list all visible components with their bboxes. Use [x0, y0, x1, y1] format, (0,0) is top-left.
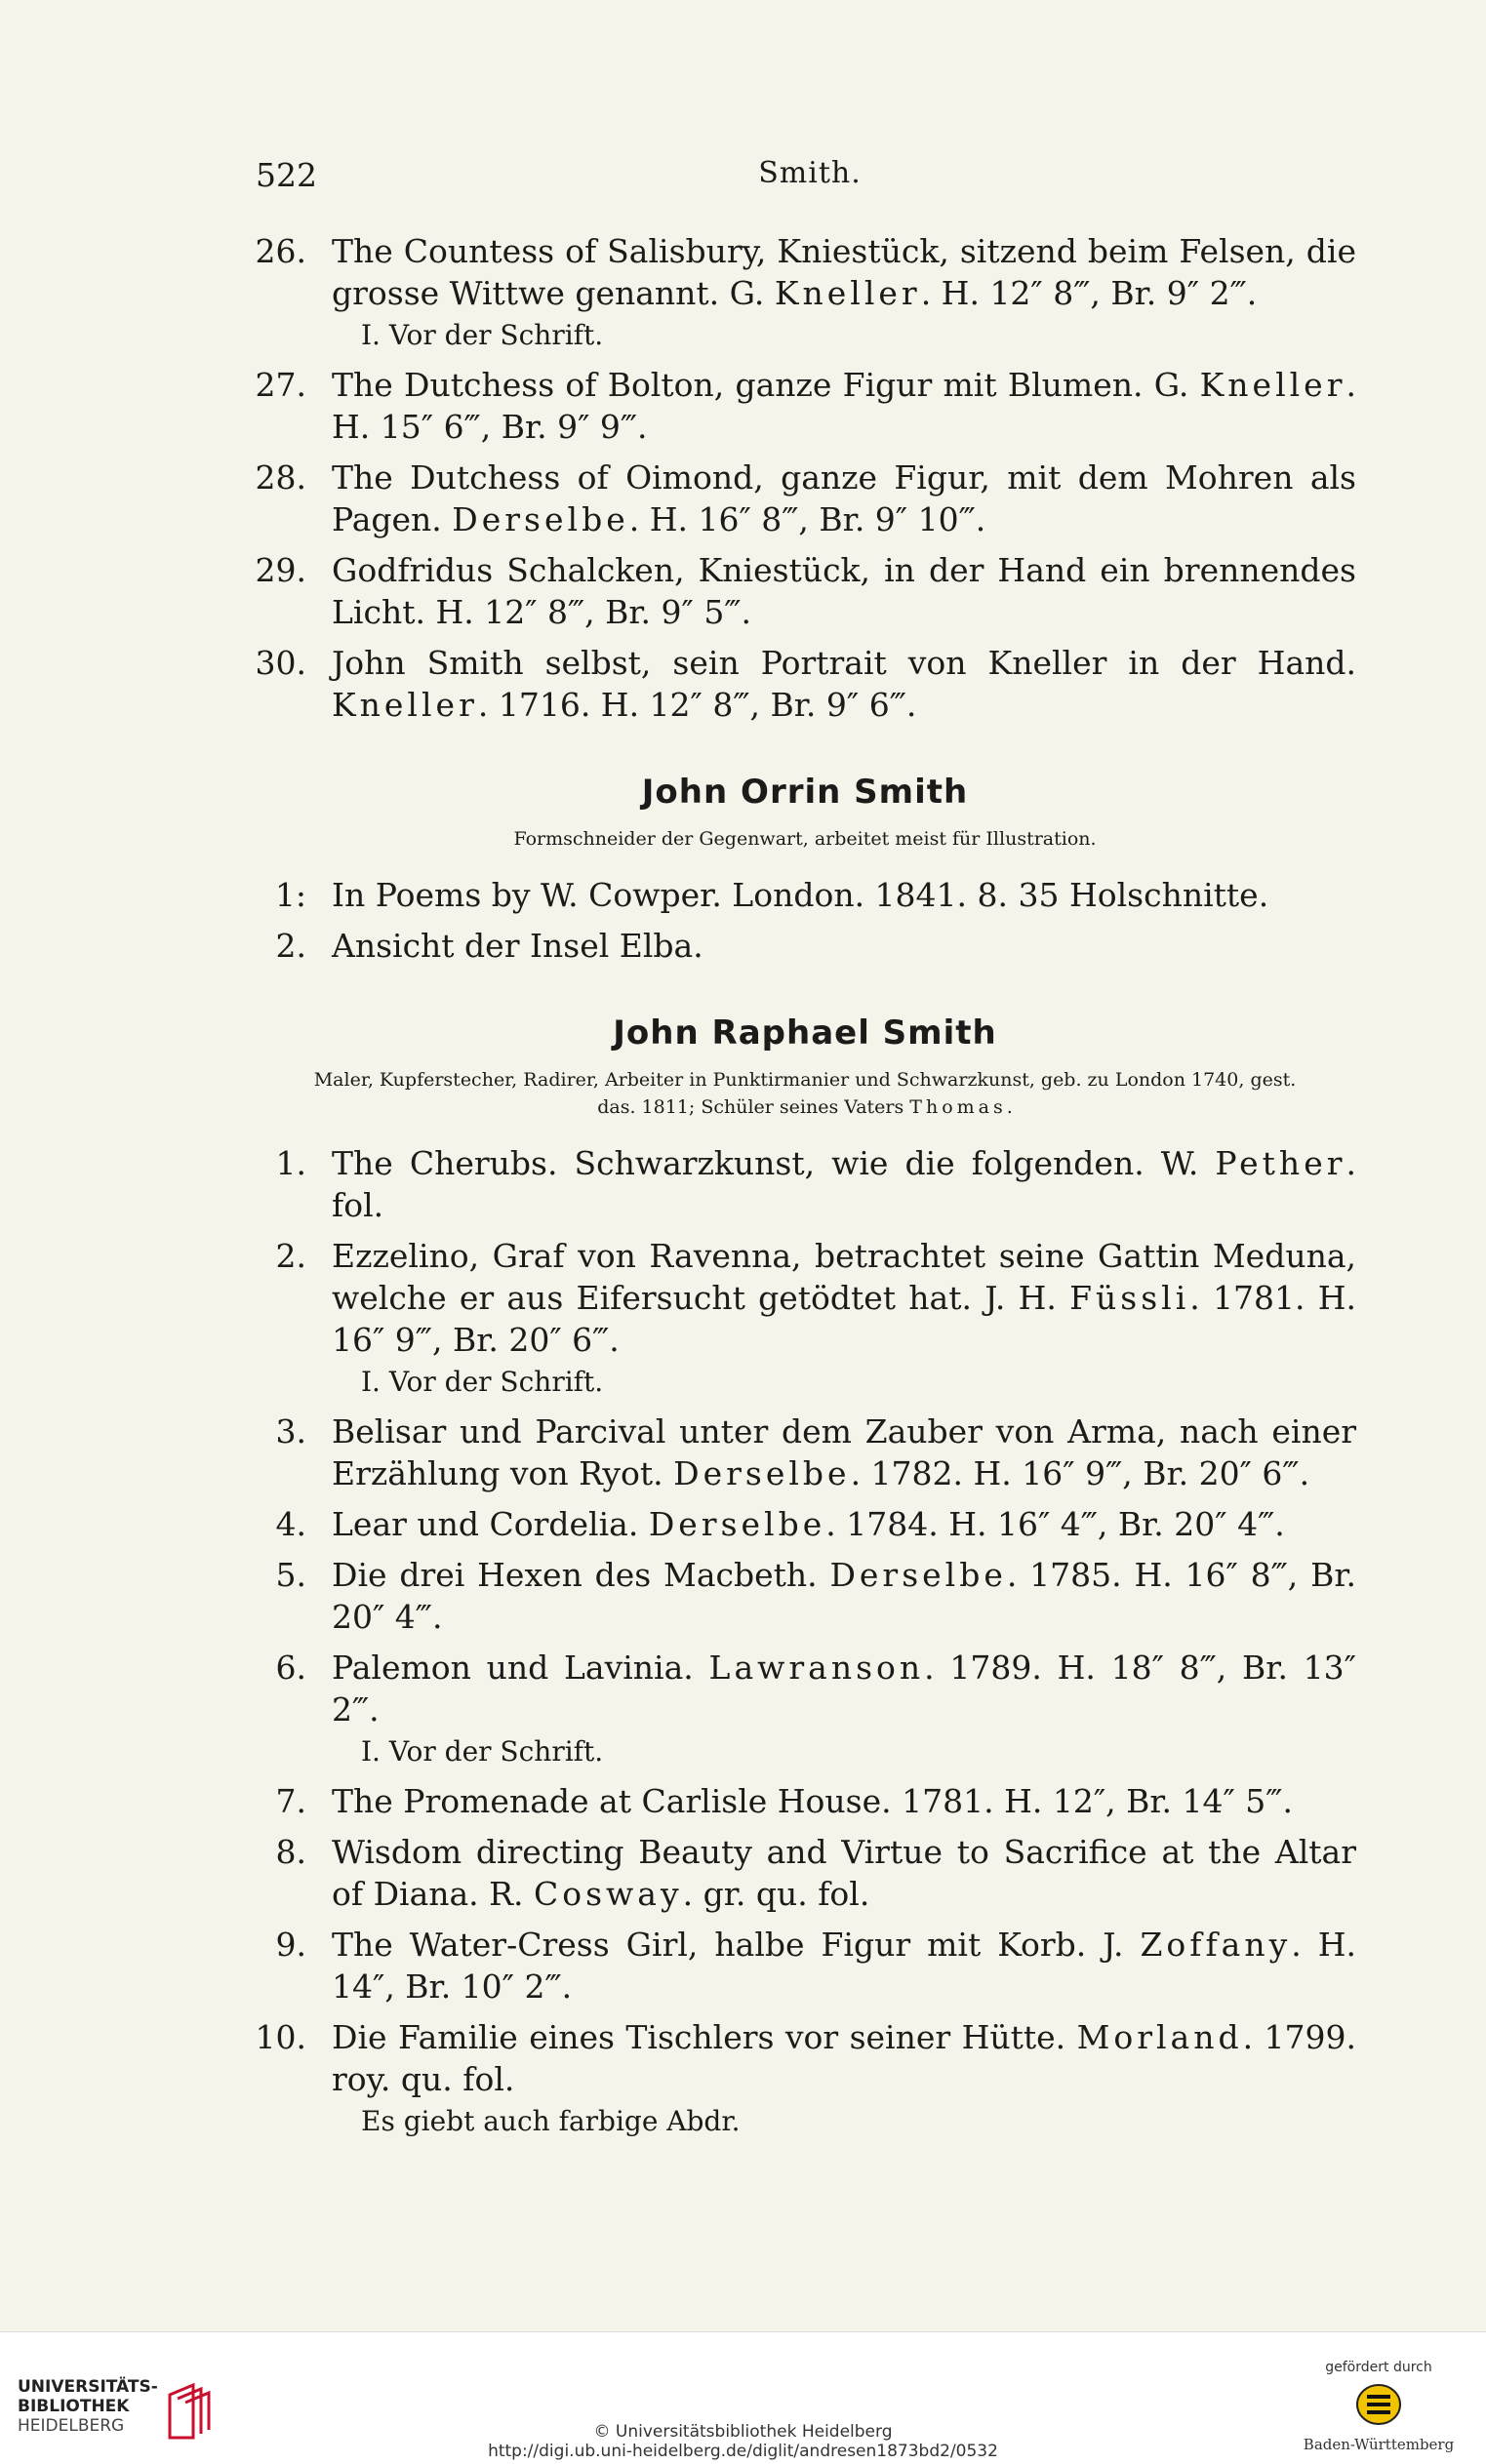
artist-ref: Morland — [1076, 2018, 1243, 2056]
footer-bar — [0, 2331, 1486, 2464]
page-content — [254, 230, 1356, 2150]
entry-text: . 1784. H. 16″ 4‴, Br. 20″ 4‴. — [825, 1505, 1285, 1543]
entries-john-raphael-smith — [254, 1142, 1356, 2141]
entry-note: Es giebt auch farbige Abdr. — [361, 2105, 741, 2137]
artist-heading-john-raphael-smith — [254, 1013, 1356, 1121]
catalog-entry — [254, 364, 1356, 448]
entry-text: Ezzelino, Graf von Ravenna, betrachtet seine Gattin Meduna, welche er aus Eifersucht getödtet hat. J. H. — [332, 1237, 1356, 1317]
entry-text: . gr. qu. fol. — [682, 1875, 870, 1913]
running-head — [0, 156, 1486, 205]
entry-text: Godfridus Schalcken, Kniestück, in der Hand ein brennendes Licht. H. 12″ 8‴, Br. 9″ 5‴. — [332, 551, 1356, 631]
artist-heading-john-orrin-smith — [254, 773, 1356, 853]
catalog-entry — [254, 1142, 1356, 1226]
artist-ref: Cosway — [534, 1875, 683, 1913]
artist-description: Formschneider der Gegenwart, arbeitet meist für Illustration. — [513, 828, 1097, 850]
entry-text: . fol. — [332, 1144, 1356, 1224]
artist-ref: Zoffany — [1140, 1926, 1292, 1964]
entry-text: The Water-Cress Girl, halbe Figur mit Korb. J. — [332, 1926, 1141, 1964]
page-number: 522 — [256, 156, 317, 194]
entry-text: . H. 15″ 6‴, Br. 9″ 9‴. — [332, 366, 1356, 446]
entry-number: 9. — [275, 1926, 306, 1964]
entry-note: I. Vor der Schrift. — [361, 1735, 604, 1768]
entry-text: Palemon und Lavinia. — [332, 1649, 709, 1687]
entry-text: . 1799. roy. qu. fol. — [332, 2018, 1356, 2098]
artist-ref: Pether — [1215, 1144, 1346, 1182]
permalink[interactable]: http://digi.ub.uni-heidelberg.de/diglit/andresen1873bd2/0532 — [488, 2442, 998, 2461]
catalog-entry — [254, 1235, 1356, 1402]
entry-text: Ansicht der Insel Elba. — [332, 927, 703, 965]
entry-number: 10. — [255, 2018, 306, 2056]
entry-text: Wisdom directing Beauty and Virtue to Sacrifice at the Altar of Diana. R. — [332, 1833, 1356, 1913]
entry-text: The Cherubs. Schwarzkunst, wie die folgenden. W. — [332, 1144, 1216, 1182]
entry-text: . 1781. H. 16″ 9‴, Br. 20″ 6‴. — [332, 1279, 1357, 1359]
entries-john-orrin-smith — [254, 874, 1356, 967]
entry-number: 26. — [255, 232, 306, 270]
entry-number: 1. — [275, 1144, 306, 1182]
entry-number: 6. — [275, 1649, 306, 1687]
entry-text: The Dutchess of Oimond, ganze Figur, mit dem Mohren als Pagen. — [332, 458, 1356, 538]
entry-text: In Poems by W. Cowper. London. 1841. 8. 35 Holschnitte. — [332, 876, 1269, 914]
catalog-entry — [254, 1411, 1356, 1494]
entry-text: . 1789. H. 18″ 8‴, Br. 13″ 2‴. — [332, 1649, 1356, 1729]
entry-text: . 1782. H. 16″ 9‴, Br. 20″ 6‴. — [850, 1454, 1310, 1492]
artist-ref: Derselbe — [648, 1505, 826, 1543]
entry-text: The Dutchess of Bolton, ganze Figur mit Blumen. G. — [332, 366, 1200, 404]
artist-ref: Füssli — [1069, 1279, 1190, 1317]
entry-text: The Countess of Salisbury, Kniestück, sitzend beim Felsen, die grosse Wittwe genannt. G. — [332, 232, 1356, 312]
entry-number: 2. — [275, 1237, 306, 1275]
desc-text: Maler, Kupferstecher, Radirer, Arbeiter in Punktirmanier und Schwarzkunst, geb. zu London 1740, gest. das. 1811; Schüler seines Vaters — [313, 1069, 1297, 1118]
entry-text: . H. 14″, Br. 10″ 2‴. — [332, 1926, 1356, 2006]
entry-text: . H. 12″ 8‴, Br. 9″ 2‴. — [920, 274, 1258, 312]
catalog-entry — [254, 1831, 1356, 1915]
entry-number: 2. — [275, 927, 306, 965]
entries-section-1 — [254, 230, 1356, 726]
entry-number: 28. — [255, 458, 306, 497]
copyright-notice: © Universitätsbibliothek Heidelberg http://digi.ub.uni-heidelberg.de/diglit/andresen1873bd2/0532 — [0, 2422, 1486, 2461]
artist-ref: Kneller — [1199, 366, 1346, 404]
catalog-entry — [254, 1503, 1356, 1545]
artist-ref: Kneller — [774, 274, 921, 312]
entry-number: 5. — [275, 1556, 306, 1594]
entry-number: 7. — [275, 1782, 306, 1820]
catalog-entry — [254, 1780, 1356, 1822]
entry-text: Belisar und Parcival unter dem Zauber von Arma, nach einer Erzählung von Ryot. — [332, 1412, 1356, 1492]
desc-spaced-name: Thomas — [909, 1096, 1007, 1118]
library-name: UNIVERSITÄTS- BIBLIOTHEK HEIDELBERG — [18, 2377, 158, 2436]
catalog-entry — [254, 925, 1356, 967]
entry-text: The Promenade at Carlisle House. 1781. H. 12″, Br. 14″ 5‴. — [332, 1782, 1293, 1820]
desc-text: . — [1006, 1096, 1013, 1118]
entry-number: 3. — [275, 1412, 306, 1451]
entry-text: Die drei Hexen des Macbeth. — [332, 1556, 830, 1594]
artist-description — [254, 1066, 1356, 1121]
catalog-entry — [254, 2016, 1356, 2141]
entry-number: 30. — [255, 644, 306, 682]
artist-ref: Derselbe — [673, 1454, 851, 1492]
funding-badge: gefördert durch Baden-Württemberg — [1303, 2360, 1455, 2453]
artist-ref: Derselbe — [452, 500, 629, 538]
catalog-entry — [254, 457, 1356, 540]
catalog-entry — [254, 874, 1356, 916]
artist-name: John Raphael Smith — [613, 1013, 997, 1053]
catalog-entry — [254, 1924, 1356, 2007]
coat-of-arms-icon — [1355, 2383, 1402, 2426]
artist-ref: Kneller — [332, 686, 478, 724]
entry-number: 27. — [255, 366, 306, 404]
artist-ref: Lawranson — [708, 1649, 925, 1687]
entry-text: Lear und Cordelia. — [332, 1505, 649, 1543]
catalog-entry — [254, 549, 1356, 633]
running-title: Smith. — [758, 156, 862, 190]
entry-number: 4. — [275, 1505, 306, 1543]
entry-text: John Smith selbst, sein Portrait von Kneller in der Hand. — [332, 644, 1356, 682]
artist-name: John Orrin Smith — [641, 773, 969, 812]
entry-text: . H. 16″ 8‴, Br. 9″ 10‴. — [628, 500, 986, 538]
artist-ref: Derselbe — [829, 1556, 1007, 1594]
catalog-entry — [254, 230, 1356, 355]
catalog-entry — [254, 1647, 1356, 1771]
entry-number: 29. — [255, 551, 306, 589]
entry-number: 1: — [274, 876, 306, 914]
catalog-entry — [254, 1554, 1356, 1638]
entry-text: . 1716. H. 12″ 8‴, Br. 9″ 6‴. — [477, 686, 917, 724]
entry-text: . 1785. H. 16″ 8‴, Br. 20″ 4‴. — [332, 1556, 1356, 1636]
entry-text: Die Familie eines Tischlers vor seiner Hütte. — [332, 2018, 1077, 2056]
entry-note: I. Vor der Schrift. — [361, 1366, 604, 1398]
entry-number: 8. — [275, 1833, 306, 1871]
catalog-entry — [254, 642, 1356, 726]
entry-note: I. Vor der Schrift. — [361, 319, 604, 351]
